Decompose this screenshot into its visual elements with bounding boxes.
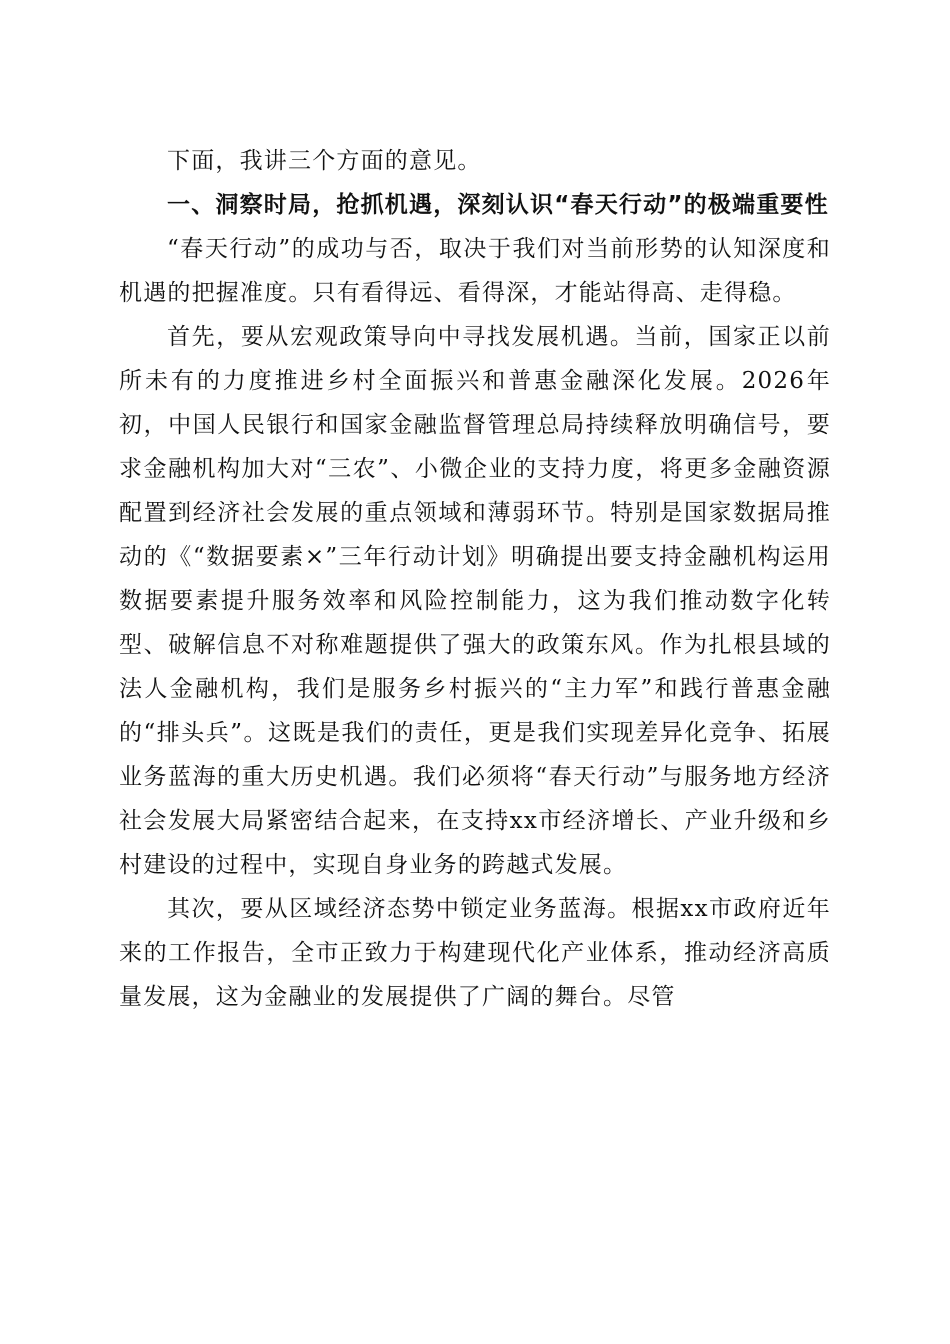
document-body bbox=[119, 139, 831, 1019]
body-paragraph: 首先，要从宏观政策导向中寻找发展机遇。当前，国家正以前所未有的力度推进乡村全面振兴和普惠金融深化发展。2026年初，中国人民银行和国家金融监督管理总局持续释放明确信号，要求金融机构加大对“三农”、小微企业的支持力度，将更多金融资源配置到经济社会发展的重点领域和薄弱环节。特别是国家数据局推动的《“数据要素×”三年行动计划》明确提出要支持金融机构运用数据要素提升服务效率和风险控制能力，这为我们推动数字化转型、破解信息不对称难题提供了强大的政策东风。作为扎根县域的法人金融机构，我们是服务乡村振兴的“主力军”和践行普惠金融的“排头兵”。这既是我们的责任，更是我们实现差异化竞争、拓展业务蓝海的重大历史机遇。我们必须将“春天行动”与服务地方经济社会发展大局紧密结合起来，在支持xx市经济增长、产业升级和乡村建设的过程中，实现自身业务的跨越式发展。 bbox=[119, 324, 831, 878]
body-paragraph: “春天行动”的成功与否，取决于我们对当前形势的认知深度和机遇的把握准度。只有看得远、看得深，才能站得高、走得稳。 bbox=[119, 236, 831, 306]
section-heading-1: 一、洞察时局，抢抓机遇，深刻认识“春天行动”的极端重要性 bbox=[167, 192, 829, 218]
body-paragraph: 其次，要从区域经济态势中锁定业务蓝海。根据xx市政府近年来的工作报告，全市正致力于构建现代化产业体系，推动经济高质量发展，这为金融业的发展提供了广阔的舞台。尽管 bbox=[119, 896, 831, 1010]
intro-paragraph: 下面，我讲三个方面的意见。 bbox=[167, 148, 482, 174]
